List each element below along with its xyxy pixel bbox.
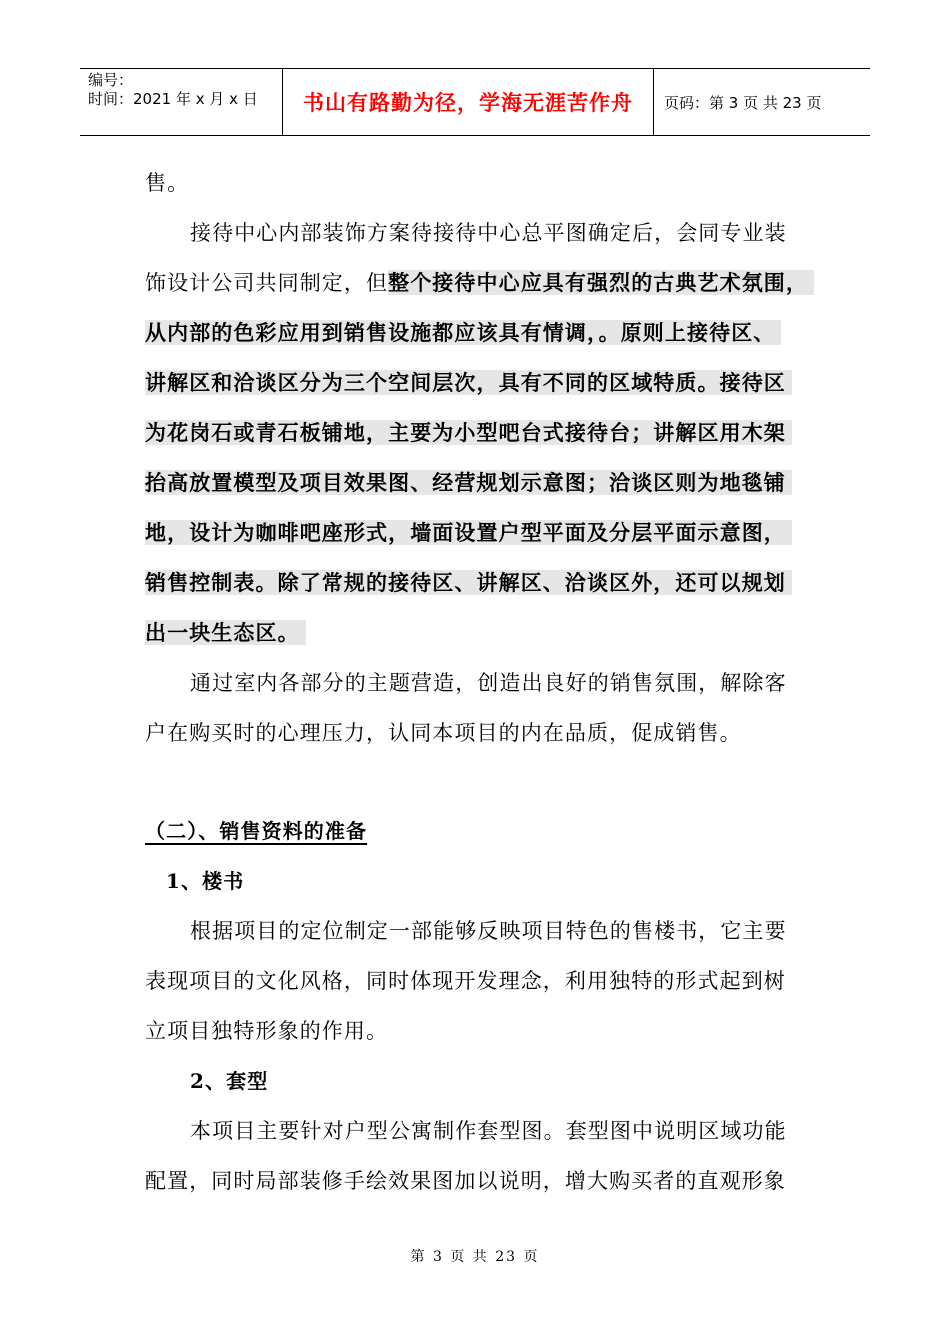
highlighted-line xyxy=(145,468,792,498)
body-line: 表现项目的文化风格，同时体现开发理念，利用独特的形式起到树 xyxy=(145,969,786,993)
body-line: 通过室内各部分的主题营造，创造出良好的销售氛围，解除客 xyxy=(190,671,787,695)
header-motto: 书山有路勤为径，学海无涯苦作舟 xyxy=(282,69,654,135)
page-footer: 第 3 页 共 23 页 xyxy=(410,1249,540,1265)
body-text: 饰设计公司共同制定，但 xyxy=(145,271,389,295)
section-heading-text: （二）、销售资料的准备 xyxy=(145,819,368,843)
body-line: 本项目主要针对户型公寓制作套型图。套型图中说明区域功能 xyxy=(190,1119,787,1143)
highlighted-text: 销售控制表。除了常规的接待区、讲解区、洽谈区外，还可以规划 xyxy=(145,570,792,595)
section-heading xyxy=(145,816,367,846)
highlighted-text: 讲解区和洽谈区分为三个空间层次，具有不同的区域特质。接待区 xyxy=(145,370,792,395)
doc-number-label: 编号： xyxy=(88,71,134,89)
highlighted-text: 地，设计为咖啡吧座形式，墙面设置户型平面及分层平面示意图， xyxy=(145,520,792,545)
highlighted-line xyxy=(145,618,306,648)
highlighted-text: 为花岗石或青石板铺地，主要为小型吧台式接待台；讲解区用木架 xyxy=(145,420,792,445)
highlighted-line xyxy=(145,368,792,398)
body-line: 售。 xyxy=(145,171,190,195)
page-header xyxy=(80,68,870,136)
body-line: 立项目独特形象的作用。 xyxy=(145,1019,389,1043)
body-line: 根据项目的定位制定一部能够反映项目特色的售楼书，它主要 xyxy=(190,919,787,943)
subheading-brochure: 1、楼书 xyxy=(166,869,245,893)
doc-time-label: 时间：2021 年 x 月 x 日 xyxy=(88,90,258,108)
highlighted-line xyxy=(145,568,792,598)
highlighted-text: 出一块生态区。 xyxy=(145,620,306,645)
highlighted-text: 整个接待中心应具有强烈的古典艺术氛围， xyxy=(388,270,814,295)
body-line xyxy=(145,268,814,298)
body-line: 接待中心内部装饰方案待接待中心总平图确定后，会同专业装 xyxy=(190,221,787,245)
highlighted-line xyxy=(145,318,781,348)
body-line: 户在购买时的心理压力，认同本项目的内在品质，促成销售。 xyxy=(145,721,742,745)
subheading-unit-type: 2、套型 xyxy=(190,1069,269,1093)
header-page-info: 页码：第 3 页 共 23 页 xyxy=(664,93,822,112)
body-line: 配置，同时局部装修手绘效果图加以说明，增大购买者的直观形象 xyxy=(145,1169,786,1193)
highlighted-line xyxy=(145,518,792,548)
highlighted-text: 抬高放置模型及项目效果图、经营规划示意图；洽谈区则为地毯铺 xyxy=(145,470,792,495)
header-meta xyxy=(80,69,282,135)
highlighted-text: 从内部的色彩应用到销售设施都应该具有情调，。原则上接待区、 xyxy=(145,320,781,345)
highlighted-line xyxy=(145,418,792,448)
